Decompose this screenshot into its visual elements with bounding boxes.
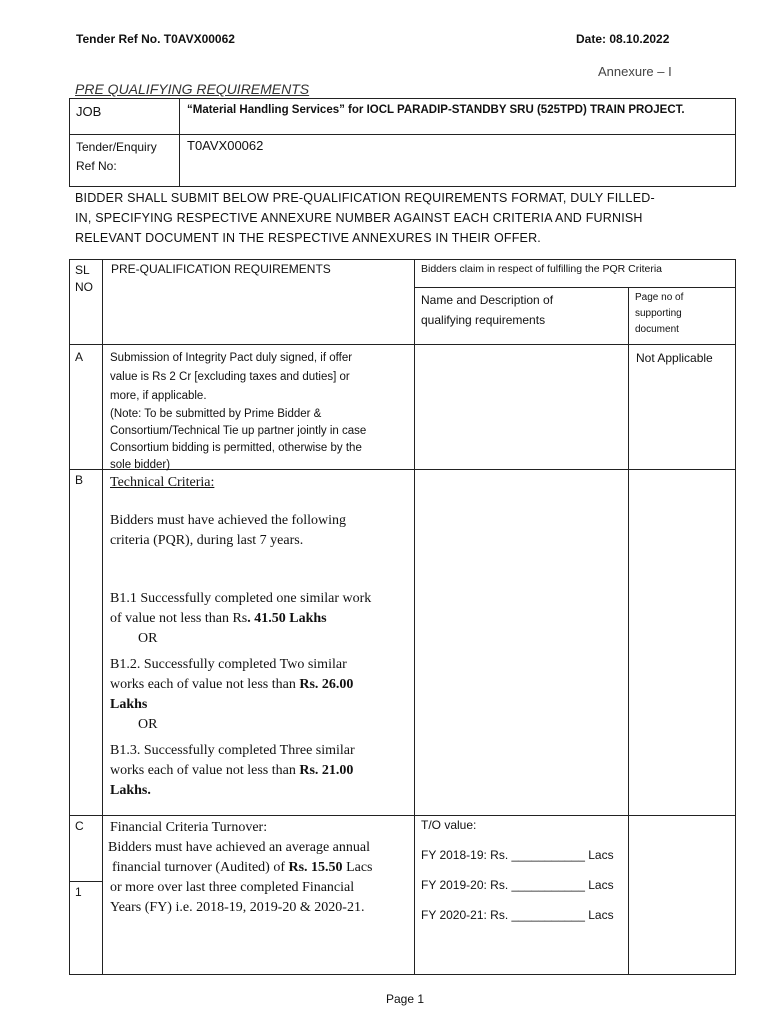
page-header-line: document <box>635 324 679 335</box>
row-a-note-line: Consortium/Technical Tie up partner jointly in case <box>110 425 367 437</box>
row-b-line: Bidders must have achieved the following <box>110 513 346 528</box>
instruction-line: RELEVANT DOCUMENT IN THE RESPECTIVE ANNEXURES IN THEIR OFFER. <box>75 231 541 245</box>
job-table-divider <box>69 134 736 135</box>
pqr-claim-header-divider <box>414 287 736 288</box>
sl-header-line: NO <box>75 280 93 294</box>
row-c-sl: C <box>75 819 84 833</box>
turnover-fy-2020-21: FY 2020-21: Rs. ___________ Lacs <box>421 908 614 922</box>
row-c-requirement <box>108 818 408 918</box>
pqr-col-divider-sl <box>102 259 103 975</box>
tender-ref-header: Tender Ref No. T0AVX00062 <box>76 32 235 46</box>
financial-criteria-heading: Financial Criteria Turnover: <box>110 820 268 835</box>
page-number: Page 1 <box>386 992 425 1006</box>
row-b-amount: Lakhs. <box>110 783 151 798</box>
tender-ref-label <box>76 138 157 176</box>
row-b-line: criteria (PQR), during last 7 years. <box>110 533 304 548</box>
date-header: Date: 08.10.2022 <box>576 32 670 46</box>
instruction-line: IN, SPECIFYING RESPECTIVE ANNEXURE NUMBER AGAINST EACH CRITERIA AND FURNISH <box>75 211 643 225</box>
name-header-line: qualifying requirements <box>421 313 546 327</box>
row-a-note-line: Consortium bidding is permitted, otherwise by the <box>110 442 362 454</box>
row-c-sub-sl: 1 <box>75 885 82 899</box>
row-b-amount: Rs. 21.00 <box>299 763 354 778</box>
row-a-line: value is Rs 2 Cr [excluding taxes and duties] or <box>110 371 350 383</box>
row-b-amount: Rs. 26.00 <box>299 677 354 692</box>
job-value: “Material Handling Services” for IOCL PARADIP-STANDBY SRU (525TPD) TRAIN PROJECT. <box>187 104 685 116</box>
row-b-line <box>110 675 410 695</box>
row-b-line <box>110 609 410 629</box>
page-no-header <box>635 290 683 338</box>
row-c-line: Years (FY) i.e. 2018-19, 2019-20 & 2020-21. <box>110 900 365 915</box>
sl-header-line: SL <box>75 263 90 277</box>
row-b-amount: . 41.50 Lakhs <box>247 611 327 626</box>
technical-criteria-heading: Technical Criteria: <box>110 475 215 490</box>
row-c-text: Lacs <box>342 860 373 875</box>
tender-ref-value: T0AVX00062 <box>187 138 264 153</box>
pqr-row-b-divider <box>69 815 736 816</box>
row-c-line: or more over last three completed Financial <box>110 880 355 895</box>
row-a-note-line: sole bidder) <box>110 459 171 471</box>
pqr-row-c-subdivider <box>69 881 102 882</box>
tender-label-line: Tender/Enquiry <box>76 140 157 154</box>
tender-label-line: Ref No: <box>76 159 117 173</box>
row-b-requirement <box>110 473 410 801</box>
pqr-header-divider <box>69 344 736 345</box>
row-a-line: more, if applicable. <box>110 390 207 402</box>
row-b-text: works each of value not less than <box>110 763 300 778</box>
row-c-line <box>108 858 408 878</box>
claim-header: Bidders claim in respect of fulfilling the PQR Criteria <box>421 263 663 275</box>
row-a-note-line: (Note: To be submitted by Prime Bidder & <box>110 408 322 420</box>
sl-no-header <box>75 262 93 296</box>
pqr-col-divider-req <box>414 259 415 975</box>
row-c-amount: Rs. 15.50 <box>288 860 343 875</box>
or-separator: OR <box>138 717 158 732</box>
section-title: PRE QUALIFYING REQUIREMENTS <box>75 81 310 97</box>
annexure-label: Annexure – I <box>598 64 672 79</box>
row-b-line: B1.3. Successfully completed Three similar <box>110 743 355 758</box>
job-label: JOB <box>76 104 102 119</box>
row-b-line: B1.2. Successfully completed Two similar <box>110 657 347 672</box>
turnover-fy-2018-19: FY 2018-19: Rs. ___________ Lacs <box>421 848 614 862</box>
row-a-page: Not Applicable <box>636 351 713 365</box>
row-b-text: works each of value not less than <box>110 677 300 692</box>
row-a-line: Submission of Integrity Pact duly signed, if offer <box>110 352 353 364</box>
instruction-line: BIDDER SHALL SUBMIT BELOW PRE-QUALIFICATION REQUIREMENTS FORMAT, DULY FILLED- <box>75 191 655 205</box>
row-b-line <box>110 761 410 781</box>
row-a-sl: A <box>75 350 84 364</box>
row-b-amount: Lakhs <box>110 697 148 712</box>
page-header-line: supporting <box>635 308 682 319</box>
row-c-text: financial turnover (Audited) of <box>112 860 289 875</box>
page-header-line: Page no of <box>635 292 684 303</box>
job-table-column-divider <box>179 98 180 187</box>
turnover-label: T/O value: <box>421 818 477 832</box>
turnover-fy-2019-20: FY 2019-20: Rs. ___________ Lacs <box>421 878 614 892</box>
row-b-sl: B <box>75 473 84 487</box>
submission-instructions <box>75 188 675 248</box>
pqr-header: PRE-QUALIFICATION REQUIREMENTS <box>111 262 331 276</box>
row-c-line: Bidders must have achieved an average annual <box>108 840 371 855</box>
name-header-line: Name and Description of <box>421 293 554 307</box>
pqr-col-divider-page <box>628 287 629 975</box>
row-a-requirement <box>110 349 408 474</box>
row-b-line: B1.1 Successfully completed one similar work <box>110 591 372 606</box>
or-separator: OR <box>138 631 158 646</box>
row-b-text: of value not less than Rs <box>110 611 248 626</box>
name-desc-header <box>421 290 553 330</box>
